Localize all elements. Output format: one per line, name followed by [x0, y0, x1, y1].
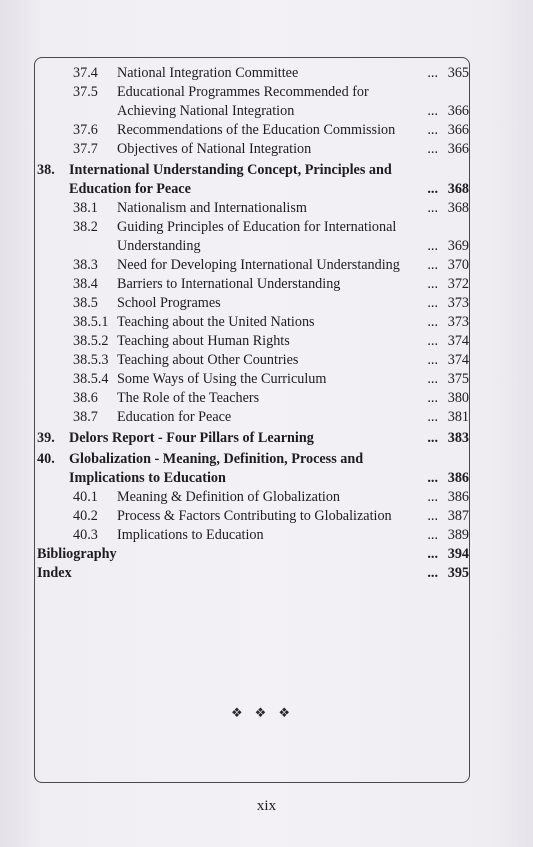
entry-page-number: 366 [447, 103, 469, 119]
toc-section-entry [37, 488, 470, 507]
dot-leader: ... [427, 409, 438, 425]
entry-title: Meaning & Definition of Globalization [117, 489, 341, 505]
dot-leader: ... [427, 314, 438, 330]
entry-number: 38.5.3 [73, 352, 109, 368]
entry-title: Educational Programmes Recommended for Achieving National Integration [117, 84, 369, 119]
entry-number: 38.6 [73, 390, 98, 406]
entry-page-number: 374 [447, 333, 469, 349]
toc-chapter-entry [37, 161, 470, 199]
entry-number: 37.7 [73, 141, 98, 157]
toc-section-entry [37, 389, 470, 408]
toc-section-entry [37, 256, 470, 275]
entry-title: Teaching about Other Countries [117, 352, 299, 368]
toc-section-entry [37, 313, 470, 332]
entry-title: Teaching about Human Rights [117, 333, 290, 349]
entry-page-number: 380 [447, 390, 469, 406]
toc-section-entry [37, 408, 470, 427]
dot-leader: ... [427, 238, 438, 254]
dot-leader: ... [427, 103, 438, 119]
entry-title: Nationalism and Internationalism [117, 200, 307, 216]
entry-page-number: 387 [447, 508, 469, 524]
dot-leader: ... [427, 276, 438, 292]
dot-leader: ... [427, 390, 438, 406]
entry-number: 38.2 [73, 219, 98, 235]
entry-number: 38.5.2 [73, 333, 109, 349]
entry-page-number: 394 [447, 546, 469, 562]
entry-number: 40.2 [73, 508, 98, 524]
toc-section-entry [37, 526, 470, 545]
entry-number: 38.1 [73, 200, 98, 216]
entry-page-number: 369 [447, 238, 469, 254]
dot-leader: ... [427, 333, 438, 349]
entry-page-number: 370 [447, 257, 469, 273]
entry-title: International Understanding Concept, Principles and Education for Peace [69, 162, 392, 197]
entry-title: Implications to Education [117, 527, 264, 543]
dot-leader: ... [427, 200, 438, 216]
entry-title: Delors Report - Four Pillars of Learning [69, 430, 314, 446]
toc-section-entry [37, 64, 470, 83]
toc-section-entry [37, 370, 470, 389]
toc-section-entry [37, 83, 470, 121]
dot-leader: ... [427, 257, 438, 273]
entry-page-number: 366 [447, 141, 469, 157]
entry-number: 38.5 [73, 295, 98, 311]
entry-page-number: 383 [447, 430, 469, 446]
entry-number: 38. [37, 162, 55, 178]
entry-title: Barriers to International Understanding [117, 276, 341, 292]
toc-section-entry [37, 140, 470, 159]
entry-number: 40.1 [73, 489, 98, 505]
dot-leader: ... [427, 430, 438, 446]
entry-page-number: 373 [447, 295, 469, 311]
entry-page-number: 389 [447, 527, 469, 543]
entry-title: Teaching about the United Nations [117, 314, 315, 330]
dot-leader: ... [427, 470, 438, 486]
entry-number: 38.7 [73, 409, 98, 425]
toc-section-entry [37, 218, 470, 256]
entry-number: 38.3 [73, 257, 98, 273]
dot-leader: ... [427, 371, 438, 387]
entry-page-number: 386 [447, 470, 469, 486]
entry-title: Some Ways of Using the Curriculum [117, 371, 327, 387]
dot-leader: ... [427, 352, 438, 368]
toc-backmatter-entry [37, 564, 470, 583]
section-ornament: ❖❖❖ [231, 705, 302, 720]
entry-page-number: 365 [447, 65, 469, 81]
entry-number: 37.4 [73, 65, 98, 81]
entry-title: Need for Developing International Understanding [117, 257, 400, 273]
toc-backmatter-entry [37, 545, 470, 564]
toc-section-entry [37, 332, 470, 351]
entry-title: Globalization - Meaning, Definition, Process and Implications to Education [69, 451, 364, 486]
toc-section-entry [37, 121, 470, 140]
dot-leader: ... [427, 508, 438, 524]
entry-number: 38.5.1 [73, 314, 109, 330]
entry-title: School Programes [117, 295, 221, 311]
entry-number: 38.4 [73, 276, 98, 292]
entry-title: Recommendations of the Education Commission [117, 122, 396, 138]
entry-title: Objectives of National Integration [117, 141, 312, 157]
entry-number: 37.6 [73, 122, 98, 138]
toc-section-entry [37, 294, 470, 313]
entry-title: Education for Peace [117, 409, 232, 425]
table-of-contents [37, 64, 470, 583]
toc-chapter-entry [37, 429, 470, 448]
entry-title: Guiding Principles of Education for International Understanding [117, 219, 397, 254]
entry-number: 39. [37, 430, 55, 446]
entry-title: National Integration Committee [117, 65, 299, 81]
entry-page-number: 386 [447, 489, 469, 505]
toc-chapter-entry [37, 450, 470, 488]
entry-page-number: 368 [447, 181, 469, 197]
dot-leader: ... [427, 565, 438, 581]
dot-leader: ... [427, 546, 438, 562]
entry-page-number: 372 [447, 276, 469, 292]
dot-leader: ... [427, 122, 438, 138]
page-number-folio: xix [256, 798, 277, 814]
entry-number: 38.5.4 [73, 371, 109, 387]
entry-title: The Role of the Teachers [117, 390, 260, 406]
dot-leader: ... [427, 141, 438, 157]
dot-leader: ... [427, 489, 438, 505]
entry-number: 40.3 [73, 527, 98, 543]
toc-section-entry [37, 275, 470, 294]
entry-title: Process & Factors Contributing to Globalization [117, 508, 392, 524]
entry-page-number: 368 [447, 200, 469, 216]
entry-page-number: 381 [447, 409, 469, 425]
entry-title: Bibliography [37, 546, 117, 562]
entry-page-number: 374 [447, 352, 469, 368]
dot-leader: ... [427, 295, 438, 311]
entry-page-number: 366 [447, 122, 469, 138]
entry-page-number: 375 [447, 371, 469, 387]
entry-title: Index [37, 565, 72, 581]
dot-leader: ... [427, 65, 438, 81]
entry-page-number: 395 [447, 565, 469, 581]
dot-leader: ... [427, 181, 438, 197]
entry-page-number: 373 [447, 314, 469, 330]
toc-section-entry [37, 507, 470, 526]
toc-section-entry [37, 351, 470, 370]
entry-number: 37.5 [73, 84, 98, 100]
entry-number: 40. [37, 451, 55, 467]
dot-leader: ... [427, 527, 438, 543]
toc-section-entry [37, 199, 470, 218]
